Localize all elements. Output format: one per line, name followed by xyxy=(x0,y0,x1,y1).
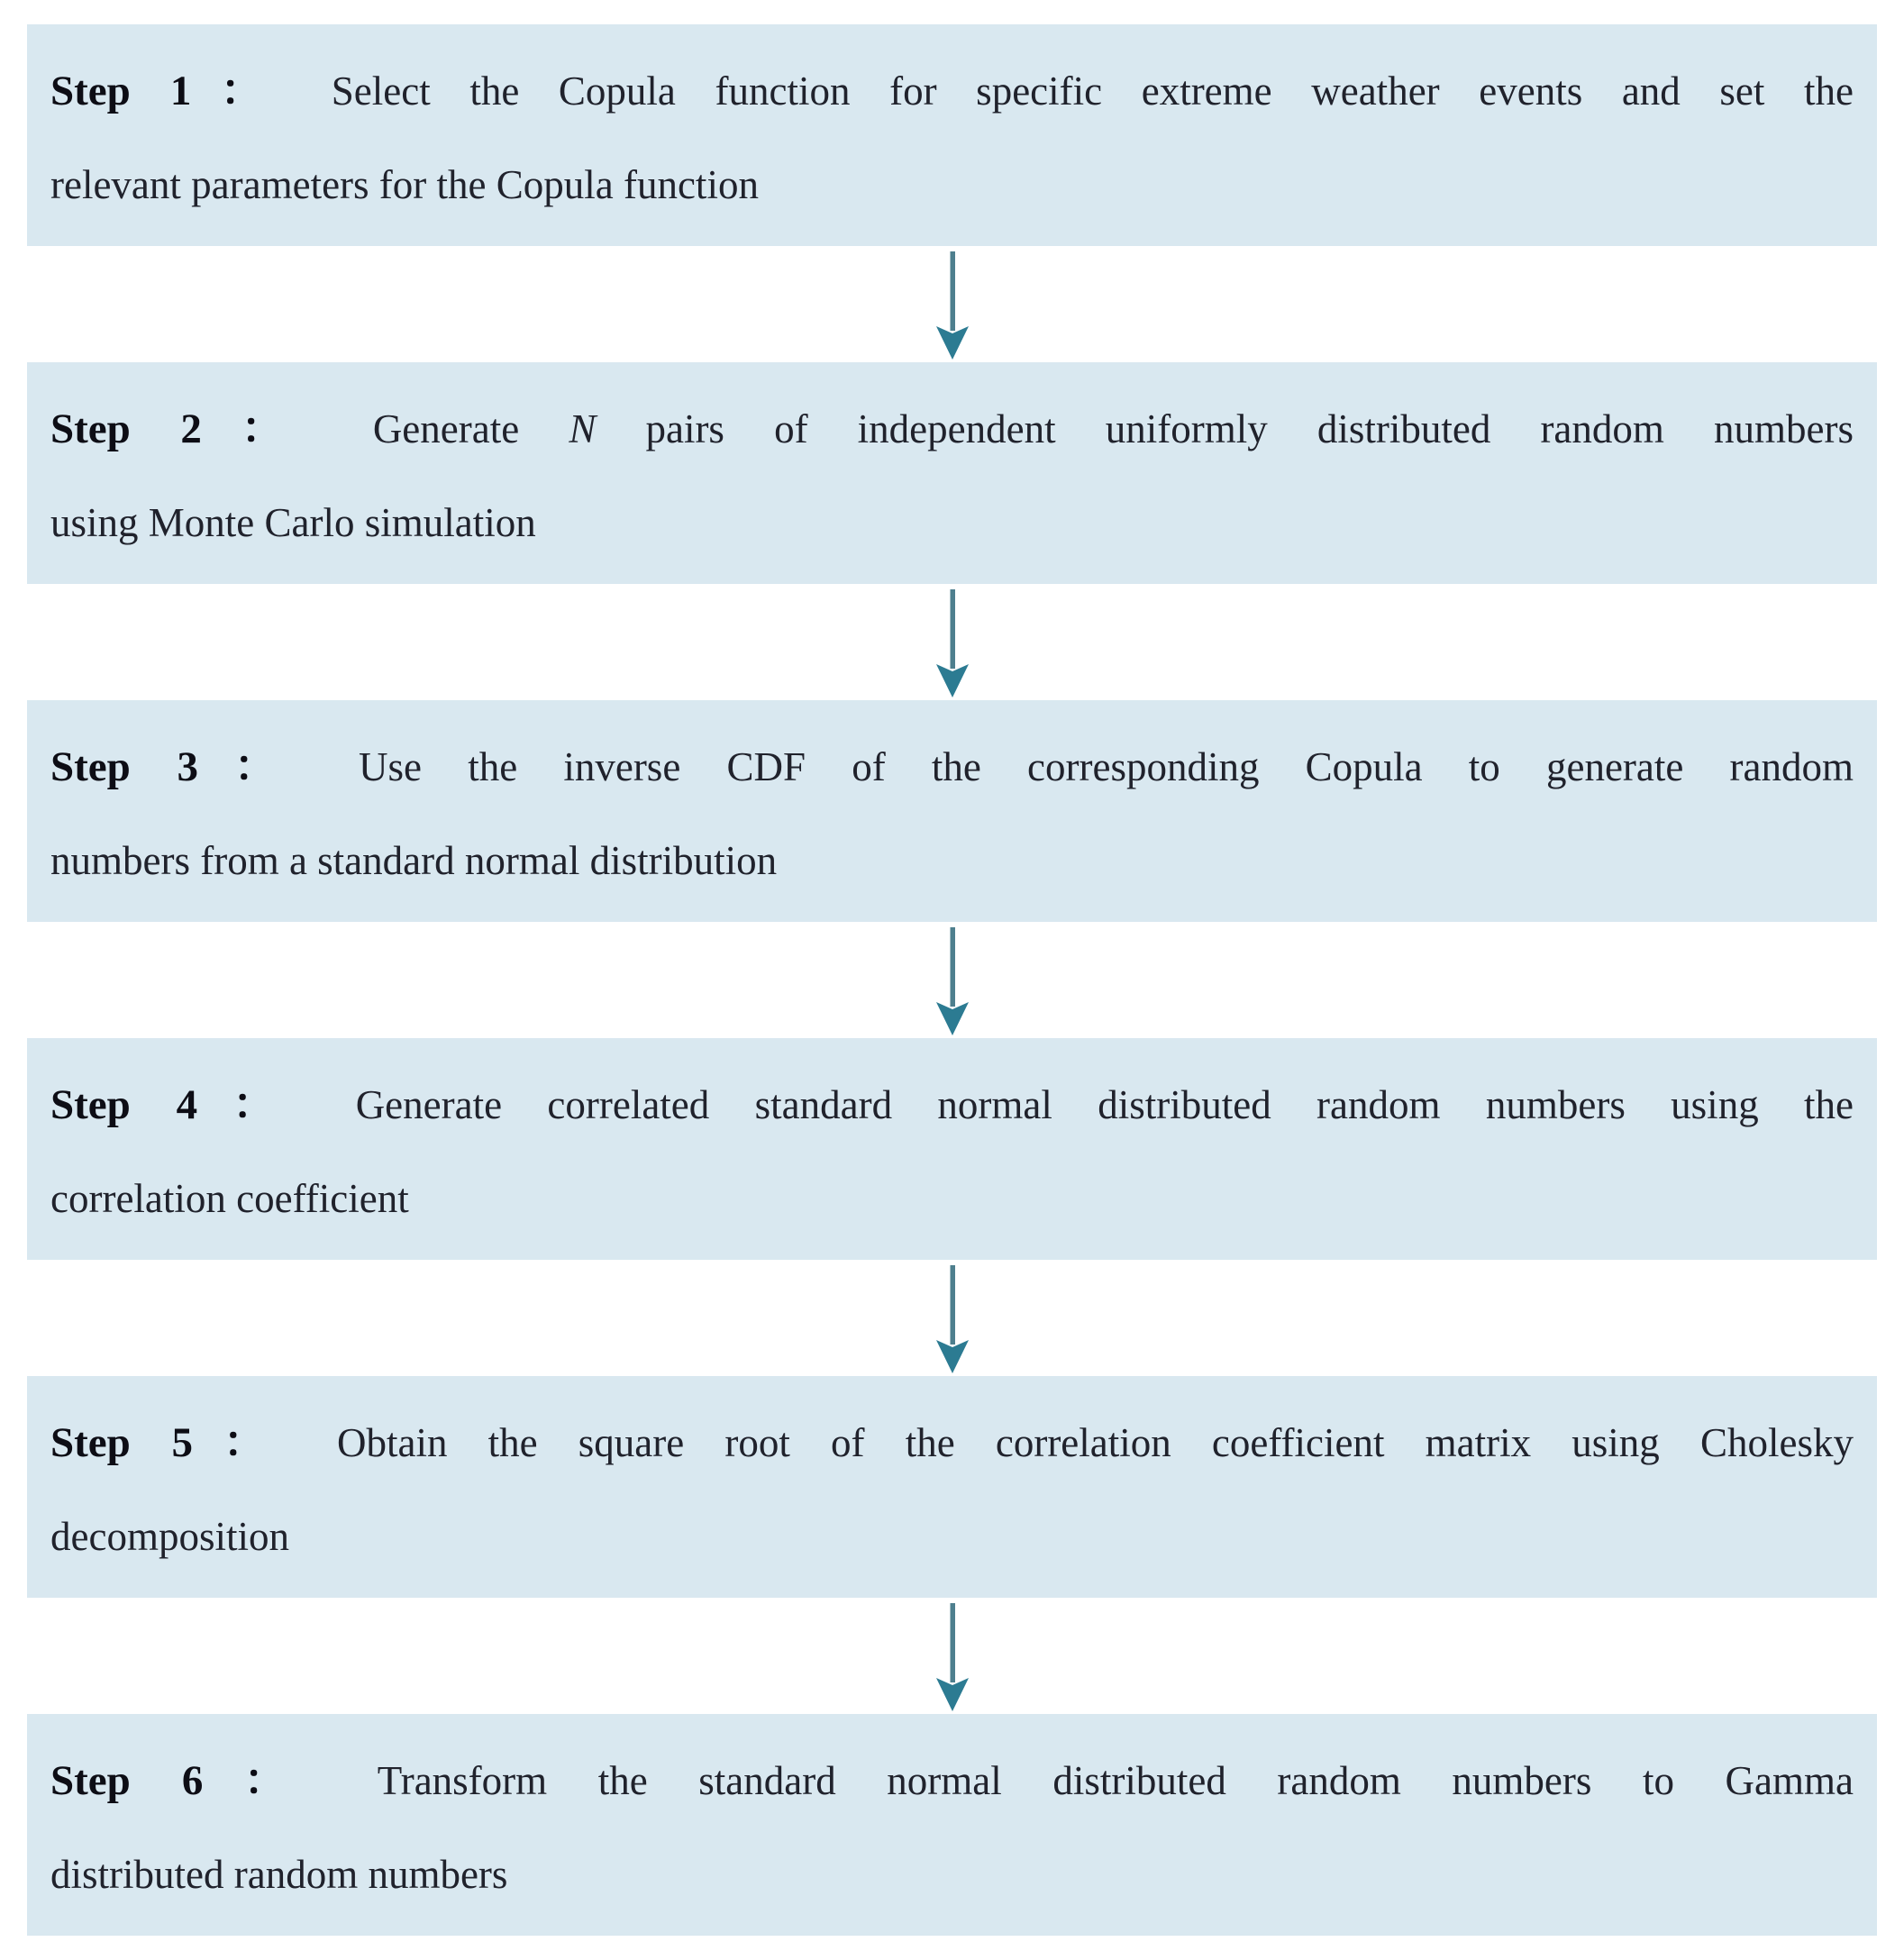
connector-3 xyxy=(27,922,1877,1038)
step-4-text-line-2: correlation coefficient xyxy=(50,1176,409,1221)
step-6-box xyxy=(27,1714,1877,1936)
step-1-label: Step 1： xyxy=(50,68,293,114)
step-2-text-line-2: using Monte Carlo simulation xyxy=(50,500,536,545)
connector-1 xyxy=(27,246,1877,362)
step-1-text-line-1: Select the Copula function for specific extreme weather events and set the xyxy=(331,68,1854,114)
step-3-label: Step 3： xyxy=(50,743,313,790)
step-4-line-1 xyxy=(50,1058,1854,1152)
down-arrow-icon xyxy=(933,1260,972,1376)
step-5-text-line-2: decomposition xyxy=(50,1514,289,1559)
step-3-text-line-1: Use the inverse CDF of the corresponding Copula to generate random xyxy=(359,744,1854,789)
step-5-label: Step 5： xyxy=(50,1419,296,1466)
step-3-text-line-2: numbers from a standard normal distribution xyxy=(50,838,778,883)
step-3-line-1 xyxy=(50,720,1854,814)
step-6-text-line-2: distributed random numbers xyxy=(50,1852,508,1897)
step-5-text-line-1: Obtain the square root of the correlation coefficient matrix using Cholesky xyxy=(336,1420,1854,1465)
step-6-label: Step 6： xyxy=(50,1757,328,1804)
flowchart-column xyxy=(27,24,1877,1936)
step-2-box xyxy=(27,362,1877,584)
down-arrow-icon xyxy=(933,246,972,362)
connector-5 xyxy=(27,1598,1877,1714)
step-4-text-line-1: Generate correlated standard normal distributed random numbers using the xyxy=(355,1082,1854,1127)
step-1-text-line-2: relevant parameters for the Copula function xyxy=(50,162,759,207)
step-2-text-line-1: Generate N pairs of independent uniformly distributed random numbers xyxy=(372,406,1854,451)
down-arrow-icon xyxy=(933,1598,972,1714)
connector-2 xyxy=(27,584,1877,700)
connector-4 xyxy=(27,1260,1877,1376)
step-6-line-1 xyxy=(50,1734,1854,1828)
step-2-line-1 xyxy=(50,382,1854,476)
step-5-box xyxy=(27,1376,1877,1598)
down-arrow-icon xyxy=(933,584,972,700)
step-6-text-line-1: Transform the standard normal distributed random numbers to Gamma xyxy=(377,1758,1854,1803)
step-3-box xyxy=(27,700,1877,922)
step-4-label: Step 4： xyxy=(50,1081,311,1128)
step-1-box xyxy=(27,24,1877,246)
step-4-box xyxy=(27,1038,1877,1260)
step-5-line-1 xyxy=(50,1396,1854,1490)
step-2-label: Step 2： xyxy=(50,406,323,452)
step-1-line-1 xyxy=(50,44,1854,138)
down-arrow-icon xyxy=(933,922,972,1038)
